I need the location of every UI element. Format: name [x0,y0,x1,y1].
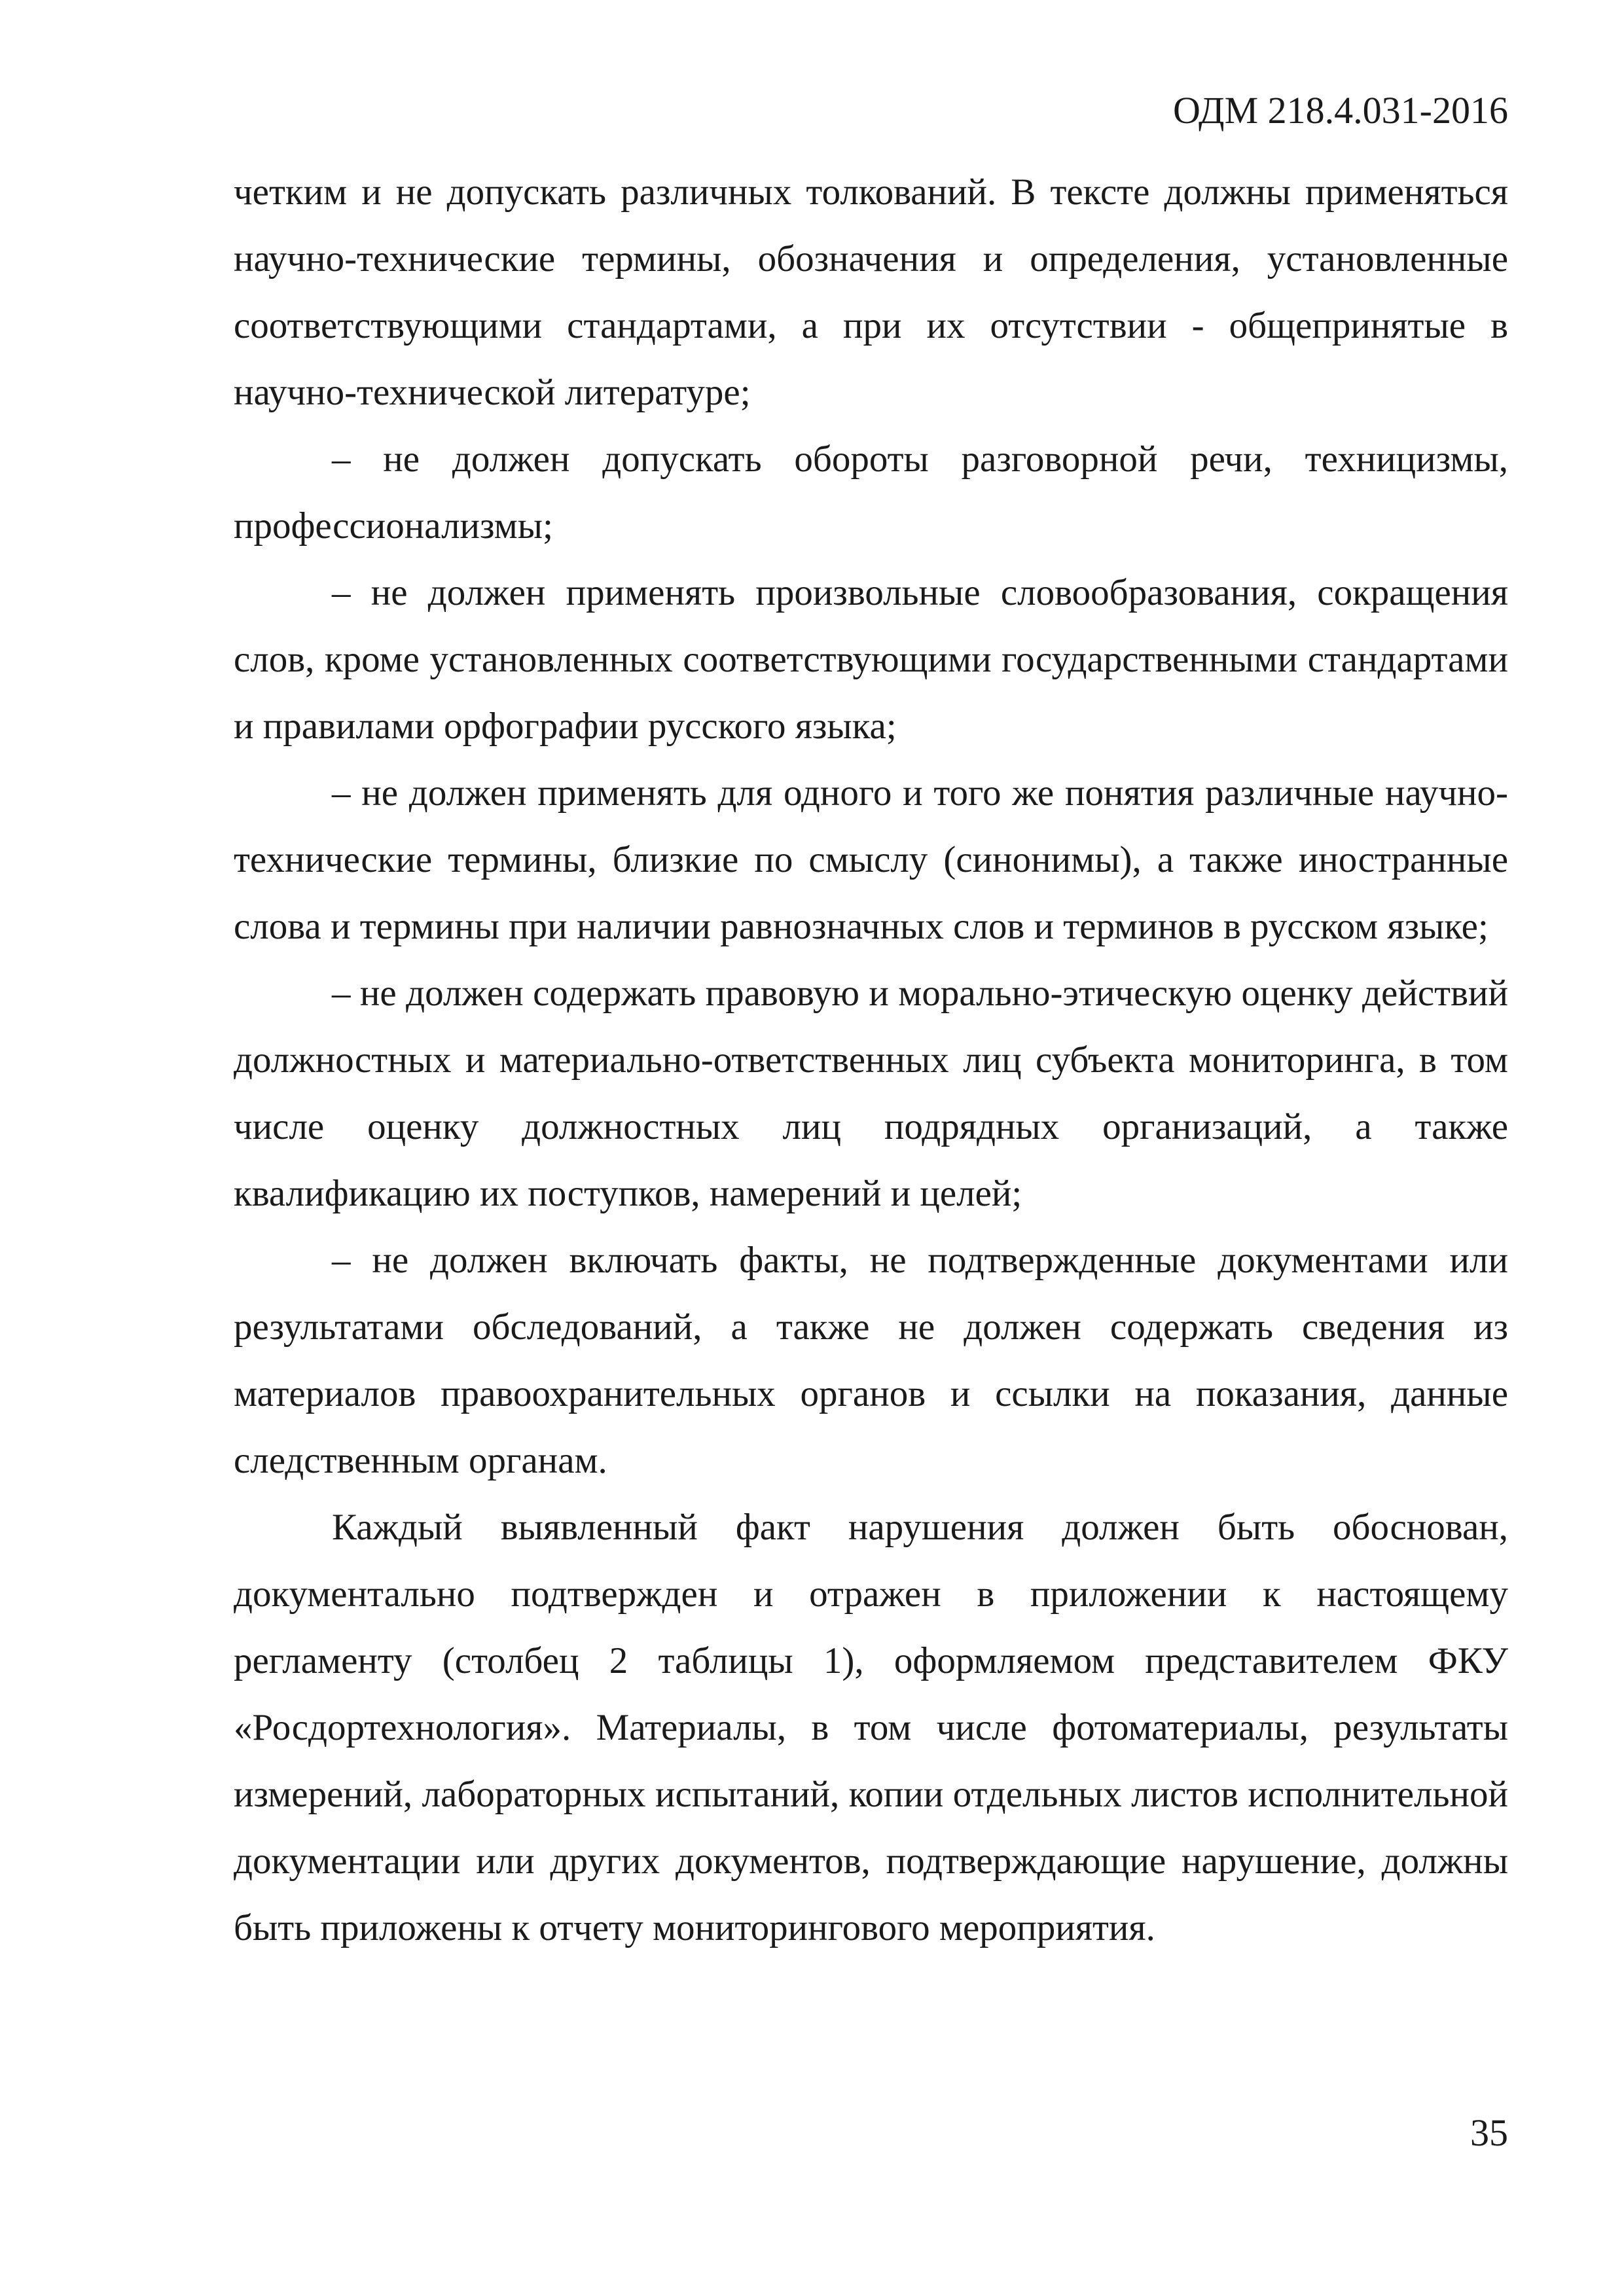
page-number: 35 [1470,2111,1508,2154]
closing-paragraph: Каждый выявленный факт нарушения должен быть обоснован, документально подтвержден и отражен в приложении к настоящему регламенту (столбец 2 таблицы 1), оформляемом представителем ФКУ «Росдортехнология». Материалы, в том числе фотоматериалы, результаты измерений, лабораторных испытаний, копии отдельных листов исполнительной документации или других документов, подтверждающие нарушение, должны быть приложены к отчету мониторингового мероприятия. [234,1507,1508,1948]
document-body [234,159,1508,1962]
list-item-unconfirmed-facts: – не должен включать факты, не подтвержденные документами или результатами обследований, а также не должен содержать сведения из материалов правоохранительных органов и ссылки на показания, данные следственным органам. [234,1240,1508,1481]
list-item-colloquialisms: – не должен допускать обороты разговорной речи, техницизмы, профессионализмы; [234,439,1508,547]
document-code-header: ОДМ 218.4.031-2016 [1173,89,1508,132]
list-item-synonyms: – не должен применять для одного и того же понятия различные научно-технические термины, близкие по смыслу (синонимы), а также иностранные слова и термины при наличии равнозначных слов и терминов в русском языке; [234,772,1508,947]
list-item-word-formation: – не должен применять произвольные словообразования, сокращения слов, кроме установленных соответствующими государственными стандартами и правилами орфографии русского языка; [234,572,1508,747]
list-item-ethical-assessment: – не должен содержать правовую и морально-этическую оценку действий должностных и материально-ответственных лиц субъекта мониторинга, в том числе оценку должностных лиц подрядных организаций, а также квалификацию их поступков, намерений и целей; [234,973,1508,1214]
continuation-paragraph: четким и не допускать различных толкований. В тексте должны применяться научно-технические термины, обозначения и определения, установленные соответствующими стандартами, а при их отсутствии - общепринятые в научно-технической литературе; [234,171,1508,413]
